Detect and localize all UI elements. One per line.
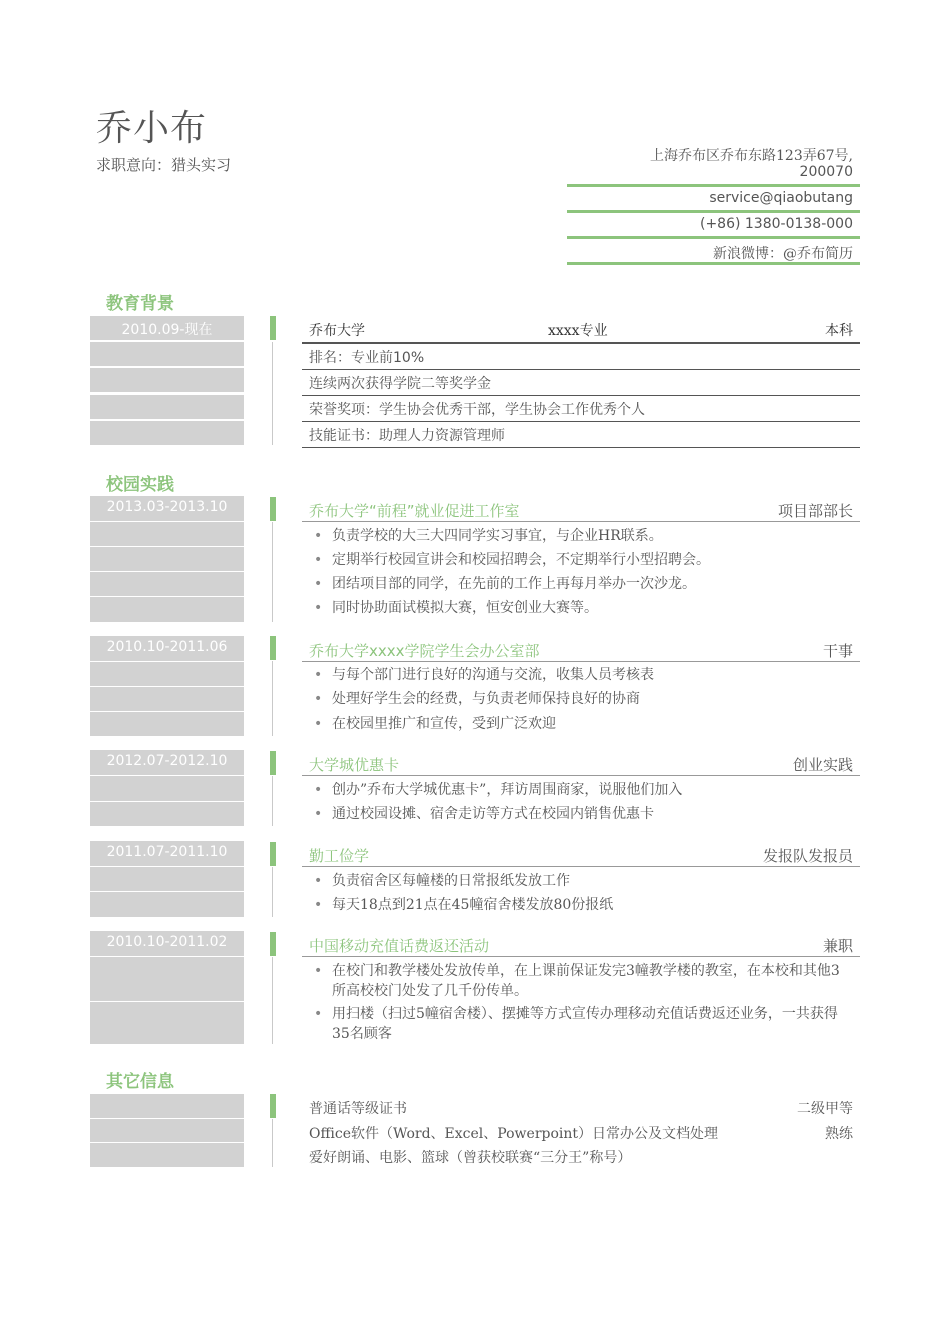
practice-role: 项目部部长 [777, 502, 853, 520]
list-item: • 用扫楼（扫过5幢宿舍楼）、摆摊等方式宣传办理移动充值话费返还业务，一共获得35名顾客 [332, 1004, 852, 1044]
timeline-marker [270, 1094, 276, 1118]
contact-divider [567, 262, 860, 265]
gray-separator [90, 571, 244, 572]
list-item: • 在校门和教学楼处发放传单，在上课前保证发完3幢教学楼的教室，在本校和其他3所高校校门处发了几千份传单。 [332, 961, 852, 1001]
item-divider [302, 866, 860, 867]
gray-separator [90, 801, 244, 802]
other-item-level: 二级甲等 [797, 1101, 853, 1117]
practice-org: 中国移动充值话费返还活动 [309, 937, 490, 955]
education-row-text: 排名：专业前10% [309, 350, 425, 366]
practice-role: 干事 [822, 642, 853, 660]
other-item-level: 熟练 [825, 1126, 853, 1142]
gray-cell [90, 342, 244, 366]
practice-role: 创业实践 [792, 756, 853, 774]
education-date: 2010.09-现在 [121, 322, 213, 338]
list-item: • 与每个部门进行良好的沟通与交流，收集人员考核表 [332, 665, 852, 685]
practice-role: 兼职 [822, 937, 853, 955]
other-item: 普通话等级证书 [309, 1101, 407, 1117]
timeline-marker [270, 751, 276, 775]
practice-role: 发报队发报员 [762, 847, 853, 865]
gray-cell [90, 421, 244, 445]
degree: 本科 [825, 323, 853, 339]
gray-separator [90, 1118, 244, 1119]
item-divider [302, 521, 860, 522]
gray-separator [90, 596, 244, 597]
gray-separator [90, 661, 244, 662]
timeline-marker [270, 636, 276, 660]
list-item: • 通过校园设摊、宿舍走访等方式在校园内销售优惠卡 [332, 804, 852, 824]
list-item: • 每天18点到21点在45幢宿舍楼发放80份报纸 [332, 895, 852, 915]
weibo[interactable]: 新浪微博：@乔布简历 [713, 246, 853, 262]
practice-date: 2010.10-2011.02 [106, 934, 228, 950]
gray-cell [90, 395, 244, 419]
timeline-line [272, 1119, 273, 1167]
item-divider [302, 661, 860, 662]
school-name: 乔布大学 [309, 323, 365, 339]
candidate-name: 乔小布 [96, 108, 208, 149]
section-title-education: 教育背景 [106, 294, 174, 314]
major: xxxx专业 [548, 323, 608, 339]
education-row [302, 395, 860, 422]
list-item: • 团结项目部的同学，在先前的工作上再每月举办一次沙龙。 [332, 574, 852, 594]
phone[interactable]: (+86) 1380-0138-000 [699, 216, 853, 232]
timeline-marker [270, 842, 276, 866]
gray-block [90, 1094, 244, 1167]
gray-separator [90, 711, 244, 712]
education-row [302, 343, 860, 370]
practice-date: 2013.03-2013.10 [106, 499, 228, 515]
gray-separator [90, 775, 244, 776]
list-item: • 处理好学生会的经费，与负责老师保持良好的协商 [332, 689, 852, 709]
contact-divider [567, 184, 860, 187]
practice-date: 2012.07-2012.10 [106, 753, 228, 769]
education-row-text: 荣誉奖项：学生协会优秀干部，学生协会工作优秀个人 [309, 402, 645, 418]
job-intent: 求职意向：猎头实习 [96, 156, 232, 174]
item-divider [302, 956, 860, 957]
timeline-marker [270, 497, 276, 521]
timeline-line [272, 342, 273, 445]
education-row [302, 421, 860, 448]
gray-separator [90, 866, 244, 867]
email[interactable]: service@qiaobutang [709, 190, 853, 206]
list-item: • 在校园里推广和宣传，受到广泛欢迎 [332, 714, 852, 734]
list-item: • 负责学校的大三大四同学实习事宜，与企业HR联系。 [332, 526, 852, 546]
gray-separator [90, 546, 244, 547]
practice-date: 2010.10-2011.06 [106, 639, 228, 655]
list-item: • 定期举行校园宣讲会和校园招聘会，不定期举行小型招聘会。 [332, 550, 852, 570]
practice-org: 大学城优惠卡 [309, 756, 400, 774]
practice-org: 乔布大学“前程”就业促进工作室 [309, 502, 520, 520]
education-header-row [302, 316, 860, 344]
education-row [302, 369, 860, 396]
gray-separator [90, 686, 244, 687]
list-item: • 同时协助面试模拟大赛，恒安创业大赛等。 [332, 598, 852, 618]
timeline-line [272, 957, 273, 1044]
timeline-marker [270, 316, 276, 340]
timeline-marker [270, 932, 276, 956]
other-item: Office软件（Word、Excel、Powerpoint）日常办公及文档处理 [309, 1126, 719, 1142]
contact-divider [567, 210, 860, 213]
timeline-line [272, 522, 273, 622]
practice-org: 乔布大学xxxx学院学生会办公室部 [309, 642, 540, 660]
contact-divider [567, 236, 860, 239]
education-row-text: 连续两次获得学院二等奖学金 [309, 376, 491, 392]
timeline-line [272, 661, 273, 736]
practice-org: 勤工俭学 [309, 847, 370, 865]
section-title-practice: 校园实践 [106, 475, 174, 495]
gray-separator [90, 956, 244, 957]
other-item: 爱好朗诵、电影、篮球（曾获校联赛“三分王”称号） [309, 1150, 632, 1166]
list-item: • 创办”乔布大学城优惠卡”，拜访周围商家，说服他们加入 [332, 780, 852, 800]
practice-date: 2011.07-2011.10 [106, 844, 228, 860]
gray-cell [90, 368, 244, 392]
gray-separator [90, 1001, 244, 1002]
address-line-2: 200070 [799, 164, 853, 180]
gray-separator [90, 891, 244, 892]
timeline-line [272, 776, 273, 826]
education-row-text: 技能证书：助理人力资源管理师 [309, 428, 505, 444]
gray-separator [90, 1142, 244, 1143]
section-title-other: 其它信息 [106, 1072, 174, 1092]
list-item: • 负责宿舍区每幢楼的日常报纸发放工作 [332, 871, 852, 891]
timeline-line [272, 867, 273, 917]
gray-separator [90, 521, 244, 522]
address-line-1: 上海乔布区乔布东路123弄67号, [650, 148, 853, 164]
item-divider [302, 775, 860, 776]
